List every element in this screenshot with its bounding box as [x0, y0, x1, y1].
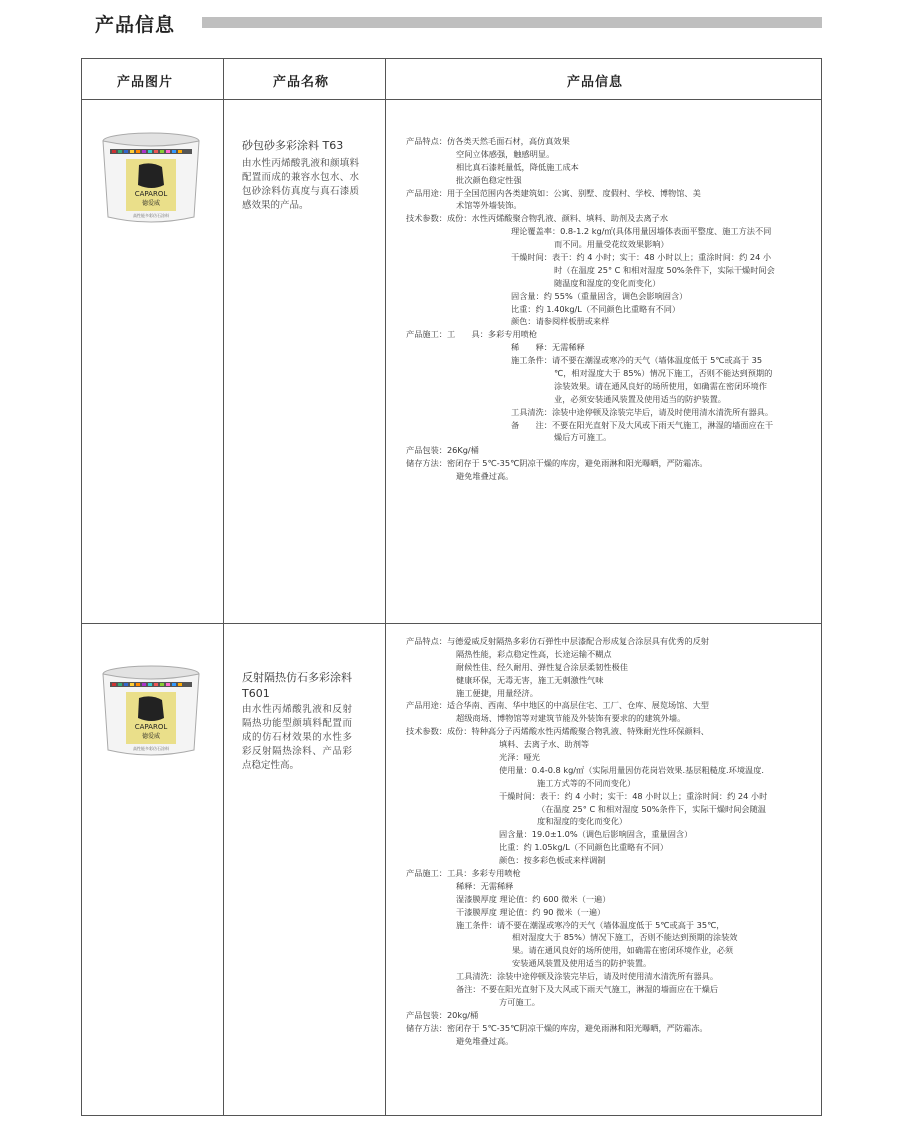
info-line-text: 产品特点：仿各类天然毛面石材，高仿真效果	[406, 136, 570, 146]
info-line	[406, 635, 816, 648]
info-line-text: 耐候性佳、经久耐用、弹性复合涂层柔韧性极佳	[456, 661, 628, 672]
column-divider	[223, 59, 224, 1115]
section-header	[95, 8, 825, 38]
elephant-logo-icon	[138, 696, 164, 721]
info-line	[406, 648, 816, 661]
info-line	[406, 764, 816, 777]
column-header-info: 产品信息	[567, 75, 624, 90]
info-line	[406, 431, 816, 444]
product-name: 反射隔热仿石多彩涂料T601	[242, 671, 352, 700]
info-line-text: 颜色：请参阅样板册或来样	[511, 316, 610, 327]
info-line	[406, 341, 816, 354]
info-line-text: 相对湿度大于 85%）情况下施工，否则不能达到预期的涂装效	[512, 932, 738, 943]
info-line-text: 储存方法：密闭存于 5℃-35℃阴凉干燥的库房，避免雨淋和阳光曝晒，严防霜冻。	[406, 458, 708, 469]
info-line-text: 稀释：无需稀释	[456, 880, 514, 891]
info-line	[406, 867, 816, 880]
info-line	[406, 828, 816, 841]
info-line	[406, 303, 816, 316]
info-line	[406, 174, 816, 187]
header-divider-bar	[202, 17, 822, 28]
info-line-text: 随温度和湿度的变化而变化）	[554, 277, 661, 288]
info-line	[406, 380, 816, 393]
info-line-text: 产品包装：20kg/桶	[406, 1009, 479, 1020]
info-line	[406, 148, 816, 161]
info-line-text: 稀 释：无需稀释	[511, 342, 585, 353]
info-line	[406, 238, 816, 251]
header-row-divider	[82, 99, 821, 100]
info-line	[406, 406, 816, 419]
info-line	[406, 738, 816, 751]
info-line	[406, 803, 816, 816]
info-line-text: 工具清洗：涂装中途停顿及涂装完毕后，请及时使用清水清洗所有器具。	[511, 406, 774, 417]
info-line-text: 工具清洗：涂装中途停顿及涂装完毕后，请及时使用清水清洗所有器具。	[456, 971, 719, 982]
info-line	[406, 277, 816, 290]
info-line-text: 备注：不要在阳光直射下及大风或下雨天气施工，淋湿的墙面应在干燥后	[456, 984, 719, 995]
info-line-text: 比重：约 1.40kg/L（不同颜色比重略有不同）	[511, 303, 681, 314]
info-line	[406, 854, 816, 867]
info-line-text: 方可施工。	[499, 996, 540, 1007]
product-image-paint-bucket	[96, 662, 206, 762]
info-line	[406, 135, 816, 148]
info-line-text: 避免堆叠过高。	[456, 471, 514, 482]
info-line	[406, 944, 816, 957]
product-table	[81, 58, 822, 1116]
info-line-text: （在温度 25° C 和相对湿度 50%条件下，实际干燥时间会随温	[537, 803, 766, 814]
product-info-block	[406, 135, 816, 483]
info-line-text: 空间立体感强，触感明显。	[456, 148, 555, 159]
info-line	[406, 815, 816, 828]
info-line-text: 时（在温度 25° C 和相对湿度 50%条件下，实际干燥时间会	[554, 264, 775, 275]
elephant-logo-icon	[138, 163, 164, 188]
info-line	[406, 315, 816, 328]
info-line	[406, 970, 816, 983]
info-line	[406, 290, 816, 303]
info-line	[406, 790, 816, 803]
info-line-text: 术馆等外墙装饰。	[456, 200, 522, 211]
info-line-text: 施工条件：请不要在潮湿或寒冷的天气（墙体温度低于 5℃或高于 35	[511, 355, 763, 366]
info-line-text: 超级商场、博物馆等对建筑节能及外装饰有要求的的建筑外墙。	[456, 713, 686, 724]
info-line-text: 安装通风装置及使用适当的防护装置。	[512, 958, 652, 969]
info-line-text: 使用量：0.4-0.8 kg/㎡（实际用量因仿花岗岩效果.基层粗糙度.环境温度.	[499, 764, 764, 775]
info-line	[406, 251, 816, 264]
info-line	[406, 457, 816, 470]
info-line-text: 燥后方可施工。	[554, 432, 612, 443]
info-line	[406, 996, 816, 1009]
info-line-text: 产品用途：适合华南、西南、华中地区的中高层住宅、工厂、仓库、展览场馆、大型	[406, 700, 709, 711]
info-line-text: 技术参数：成份：特种高分子丙烯酸水性丙烯酸聚合物乳液、特殊耐光性环保颜料、	[406, 726, 709, 737]
info-line	[406, 712, 816, 725]
info-line	[406, 725, 816, 738]
info-line-text: 施工条件：请不要在潮湿或寒冷的天气（墙体温度低于 5℃或高于 35℃，	[456, 919, 725, 930]
info-line	[406, 983, 816, 996]
svg-text:CAPAROL: CAPAROL	[134, 723, 168, 731]
info-line-text: ℃，相对湿度大于 85%）情况下施工，否则不能达到预期的	[554, 368, 773, 379]
info-line-text: 产品施工：工具：多彩专用喷枪	[406, 868, 521, 879]
info-line	[406, 419, 816, 432]
info-line	[406, 1022, 816, 1035]
info-line-text: 度和湿度的变化而变化）	[537, 816, 628, 827]
info-line	[406, 264, 816, 277]
info-line-text: 相比真石漆耗量低，降低施工成本	[456, 161, 579, 172]
info-line	[406, 699, 816, 712]
info-line	[406, 687, 816, 700]
info-line-text: 固含量：约 55%（重量固含，调色会影响固含）	[511, 290, 688, 301]
info-line-text: 技术参数：成份：水性丙烯酸聚合物乳液、颜料、填料、助剂及去离子水	[406, 213, 669, 224]
info-line-text: 湿漆膜厚度 理论值：约 600 微米（一遍）	[456, 893, 611, 904]
info-line	[406, 661, 816, 674]
info-line	[406, 841, 816, 854]
info-line	[406, 367, 816, 380]
info-line-text: 备 注：不要在阳光直射下及大风或下雨天气施工，淋湿的墙面应在干	[511, 419, 774, 430]
info-line	[406, 354, 816, 367]
svg-text:高性能多彩仿石涂料: 高性能多彩仿石涂料	[133, 746, 169, 751]
info-line-text: 产品用途：用于全国范围内各类建筑如：公寓、别墅、度假村、学校、博物馆、美	[406, 187, 701, 198]
column-header-image: 产品图片	[117, 75, 174, 90]
column-header-name: 产品名称	[273, 75, 330, 90]
info-line-text: 避免堆叠过高。	[456, 1035, 514, 1046]
info-line	[406, 931, 816, 944]
info-line-text: 干燥时间：表干：约 4 小时；实干：48 小时以上；重涂时间：约 24 小	[511, 252, 772, 263]
product-description: 由水性丙烯酸乳液和反射隔热功能型颜填料配置而成的仿石材效果的水性多彩反射隔热涂料、产品彩点稳定性高。	[242, 704, 352, 771]
product-info-block	[406, 635, 816, 1048]
info-line	[406, 919, 816, 932]
info-line-text: 填料、去离子水、助剂等	[499, 739, 590, 750]
section-title: 产品信息	[95, 14, 176, 36]
info-line-text: 隔热性能，彩点稳定性高，长途运输不糊点	[456, 648, 612, 659]
info-line-text: 光泽：哑光	[499, 752, 540, 763]
info-line	[406, 199, 816, 212]
info-line-text: 产品包装：26Kg/桶	[406, 445, 479, 456]
info-line-text: 理论覆盖率：0.8-1.2 kg/㎡(具体用量因墙体表面平整度、施工方法不同	[511, 226, 772, 237]
info-line	[406, 674, 816, 687]
svg-text:德爱威: 德爱威	[141, 733, 161, 740]
info-line	[406, 225, 816, 238]
row-divider	[82, 623, 821, 624]
info-line	[406, 393, 816, 406]
info-line	[406, 777, 816, 790]
info-line-text: 干漆膜厚度 理论值：约 90 微米（一遍）	[456, 906, 606, 917]
info-line-text: 健康环保，无毒无害，施工无刺激性气味	[456, 674, 604, 685]
info-line	[406, 212, 816, 225]
svg-text:高性能多彩仿石涂料: 高性能多彩仿石涂料	[133, 213, 169, 218]
info-line-text: 施工方式等的不同而变化）	[537, 777, 636, 788]
product-name: 砂包砂多彩涂料 T63	[242, 139, 344, 152]
info-line-text: 果。请在通风良好的场所使用，如确需在密闭环境作业，必须	[512, 945, 734, 956]
info-line	[406, 751, 816, 764]
info-line-text: 颜色：按多彩色板或来样调制	[499, 855, 606, 866]
info-line	[406, 957, 816, 970]
column-divider	[385, 59, 386, 1115]
info-line-text: 产品施工：工 具：多彩专用喷枪	[406, 329, 538, 340]
info-line	[406, 444, 816, 457]
svg-text:德爱威: 德爱威	[141, 200, 161, 207]
info-line-text: 施工便捷，用量经济。	[456, 687, 538, 698]
info-line-text: 涂装效果。请在通风良好的场所使用，如确需在密闭环境作	[554, 380, 767, 391]
info-line	[406, 161, 816, 174]
info-line	[406, 893, 816, 906]
info-line-text: 比重：约 1.05kg/L（不同颜色比重略有不同）	[499, 842, 669, 853]
svg-text:CAPAROL: CAPAROL	[134, 190, 168, 198]
info-line	[406, 470, 816, 483]
info-line-text: 固含量：19.0±1.0%（调色后影响固含，重量固含）	[499, 829, 693, 840]
product-image-paint-bucket	[96, 129, 206, 229]
info-line	[406, 1009, 816, 1022]
info-line	[406, 880, 816, 893]
info-line-text: 储存方法：密闭存于 5℃-35℃阴凉干燥的库房，避免雨淋和阳光曝晒，严防霜冻。	[406, 1022, 708, 1033]
info-line-text: 干燥时间：表干：约 4 小时；实干：48 小时以上；重涂时间：约 24 小时	[499, 790, 768, 801]
info-line-text: 业，必须安装通风装置及使用适当的防护装置。	[554, 393, 726, 404]
info-line-text: 而不同。用量受花纹效果影响）	[554, 239, 669, 250]
info-line	[406, 1035, 816, 1048]
info-line	[406, 187, 816, 200]
info-line	[406, 328, 816, 341]
info-line-text: 产品特点：与德爱威反射隔热多彩仿石弹性中层漆配合形成复合涂层具有优秀的反射	[406, 636, 709, 646]
info-line	[406, 906, 816, 919]
product-description: 由水性丙烯酸乳液和颜填料配置而成的兼容水包水、水包砂涂料仿真度与真石漆质感效果的产品。	[242, 158, 359, 211]
info-line-text: 批次颜色稳定性强	[456, 174, 522, 185]
